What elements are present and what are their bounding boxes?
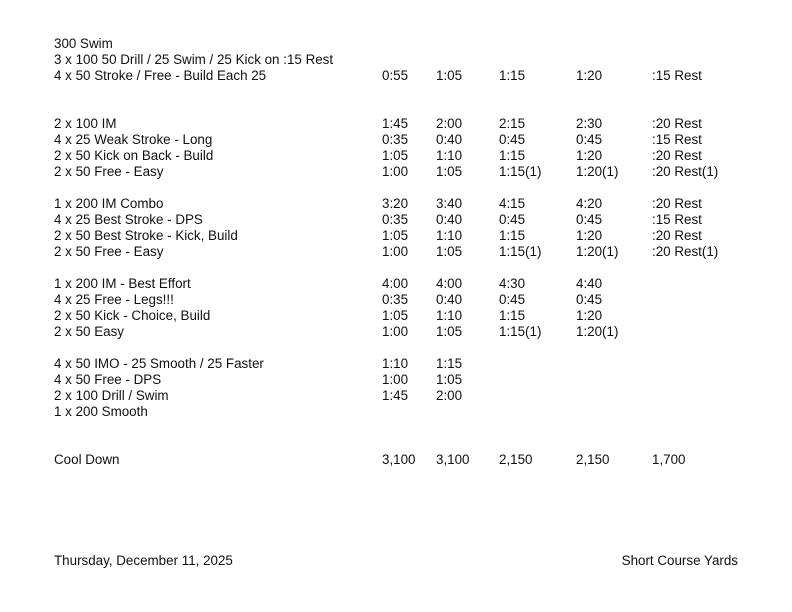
set-description: Cool Down xyxy=(54,452,120,467)
interval-group-3: 1:15(1) xyxy=(499,164,542,179)
interval-group-2: 0:40 xyxy=(436,132,463,147)
set-description: 2 x 50 Kick on Back - Build xyxy=(54,148,214,163)
interval-group-2: 2:00 xyxy=(436,116,463,131)
section-spacer xyxy=(0,180,792,196)
set-row xyxy=(0,244,792,260)
interval-group-4: 1:20 xyxy=(576,228,603,243)
rest-note: :15 Rest xyxy=(652,212,702,227)
set-description: 2 x 50 Kick - Choice, Build xyxy=(54,308,211,323)
set-row xyxy=(0,52,792,68)
interval-group-3: 1:15 xyxy=(499,228,526,243)
section-spacer xyxy=(0,340,792,356)
interval-group-1: 1:00 xyxy=(382,324,409,339)
interval-group-4: 0:45 xyxy=(576,132,603,147)
interval-group-1: 0:55 xyxy=(382,68,409,83)
set-row xyxy=(0,228,792,244)
interval-group-1: 0:35 xyxy=(382,212,409,227)
interval-group-3: 0:45 xyxy=(499,132,526,147)
interval-group-1: 1:05 xyxy=(382,228,409,243)
set-row xyxy=(0,148,792,164)
set-description: 2 x 50 Easy xyxy=(54,324,124,339)
interval-group-1: 1:00 xyxy=(382,244,409,259)
rest-note: :20 Rest(1) xyxy=(652,244,719,259)
interval-group-1: 3,100 xyxy=(382,452,416,467)
interval-group-4: 4:20 xyxy=(576,196,603,211)
interval-group-4: 1:20(1) xyxy=(576,324,619,339)
rest-note: :15 Rest xyxy=(652,132,702,147)
set-description: 2 x 100 Drill / Swim xyxy=(54,388,169,403)
set-row xyxy=(0,68,792,84)
set-row xyxy=(0,372,792,388)
interval-group-1: 0:35 xyxy=(382,292,409,307)
interval-group-3: 0:45 xyxy=(499,212,526,227)
interval-group-2: 1:05 xyxy=(436,68,463,83)
set-description: 300 Swim xyxy=(54,36,113,51)
interval-group-3: 2:15 xyxy=(499,116,526,131)
interval-group-2: 1:10 xyxy=(436,148,463,163)
interval-group-3: 1:15(1) xyxy=(499,244,542,259)
rest-note: :20 Rest xyxy=(652,196,702,211)
footer-date: Thursday, December 11, 2025 xyxy=(54,553,233,568)
set-description: 4 x 25 Free - Legs!!! xyxy=(54,292,174,307)
set-description: 4 x 50 Free - DPS xyxy=(54,372,162,387)
set-description: 2 x 100 IM xyxy=(54,116,117,131)
interval-group-2: 0:40 xyxy=(436,292,463,307)
interval-group-4: 1:20 xyxy=(576,68,603,83)
set-description: 3 x 100 50 Drill / 25 Swim / 25 Kick on :15 Rest xyxy=(54,52,334,67)
set-row xyxy=(0,356,792,372)
rest-note: :20 Rest xyxy=(652,116,702,131)
interval-group-1: 1:05 xyxy=(382,148,409,163)
interval-group-2: 3:40 xyxy=(436,196,463,211)
set-row xyxy=(0,292,792,308)
interval-group-4: 1:20 xyxy=(576,308,603,323)
interval-group-3: 4:30 xyxy=(499,276,526,291)
interval-group-1: 3:20 xyxy=(382,196,409,211)
workout-table xyxy=(0,36,792,468)
interval-group-2: 1:05 xyxy=(436,244,463,259)
interval-group-3: 2,150 xyxy=(499,452,533,467)
totals-row xyxy=(0,452,792,468)
interval-group-3: 0:45 xyxy=(499,292,526,307)
rest-note: 1,700 xyxy=(652,452,686,467)
interval-group-3: 1:15 xyxy=(499,148,526,163)
interval-group-2: 1:15 xyxy=(436,356,463,371)
interval-group-2: 1:10 xyxy=(436,228,463,243)
section-spacer xyxy=(0,84,792,116)
interval-group-4: 1:20(1) xyxy=(576,244,619,259)
set-description: 1 x 200 Smooth xyxy=(54,404,148,419)
interval-group-2: 1:05 xyxy=(436,372,463,387)
set-description: 2 x 50 Best Stroke - Kick, Build xyxy=(54,228,238,243)
set-row xyxy=(0,164,792,180)
rest-note: :20 Rest xyxy=(652,228,702,243)
footer-course: Short Course Yards xyxy=(621,553,738,568)
interval-group-4: 1:20(1) xyxy=(576,164,619,179)
interval-group-4: 2,150 xyxy=(576,452,610,467)
set-description: 2 x 50 Free - Easy xyxy=(54,164,164,179)
interval-group-2: 4:00 xyxy=(436,276,463,291)
set-description: 1 x 200 IM - Best Effort xyxy=(54,276,191,291)
interval-group-4: 4:40 xyxy=(576,276,603,291)
interval-group-1: 1:00 xyxy=(382,164,409,179)
interval-group-2: 2:00 xyxy=(436,388,463,403)
set-row xyxy=(0,212,792,228)
interval-group-4: 0:45 xyxy=(576,212,603,227)
set-row xyxy=(0,36,792,52)
interval-group-4: 2:30 xyxy=(576,116,603,131)
set-row xyxy=(0,324,792,340)
interval-group-2: 1:05 xyxy=(436,164,463,179)
interval-group-1: 1:00 xyxy=(382,372,409,387)
set-row xyxy=(0,404,792,420)
interval-group-1: 1:45 xyxy=(382,388,409,403)
interval-group-4: 1:20 xyxy=(576,148,603,163)
interval-group-2: 1:05 xyxy=(436,324,463,339)
set-description: 1 x 200 IM Combo xyxy=(54,196,164,211)
set-row xyxy=(0,116,792,132)
interval-group-2: 0:40 xyxy=(436,212,463,227)
interval-group-1: 1:10 xyxy=(382,356,409,371)
set-description: 4 x 25 Best Stroke - DPS xyxy=(54,212,203,227)
set-row xyxy=(0,276,792,292)
set-description: 4 x 50 Stroke / Free - Build Each 25 xyxy=(54,68,267,83)
set-description: 4 x 25 Weak Stroke - Long xyxy=(54,132,213,147)
interval-group-3: 1:15(1) xyxy=(499,324,542,339)
set-row xyxy=(0,308,792,324)
rest-note: :20 Rest(1) xyxy=(652,164,719,179)
section-spacer xyxy=(0,260,792,276)
interval-group-1: 0:35 xyxy=(382,132,409,147)
interval-group-3: 1:15 xyxy=(499,308,526,323)
interval-group-2: 1:10 xyxy=(436,308,463,323)
set-row xyxy=(0,388,792,404)
interval-group-1: 1:05 xyxy=(382,308,409,323)
interval-group-4: 0:45 xyxy=(576,292,603,307)
set-description: 4 x 50 IMO - 25 Smooth / 25 Faster xyxy=(54,356,264,371)
set-row xyxy=(0,196,792,212)
section-spacer xyxy=(0,420,792,452)
rest-note: :20 Rest xyxy=(652,148,702,163)
set-description: 2 x 50 Free - Easy xyxy=(54,244,164,259)
interval-group-1: 1:45 xyxy=(382,116,409,131)
set-row xyxy=(0,132,792,148)
interval-group-3: 1:15 xyxy=(499,68,526,83)
interval-group-2: 3,100 xyxy=(436,452,470,467)
rest-note: :15 Rest xyxy=(652,68,702,83)
interval-group-3: 4:15 xyxy=(499,196,526,211)
interval-group-1: 4:00 xyxy=(382,276,409,291)
